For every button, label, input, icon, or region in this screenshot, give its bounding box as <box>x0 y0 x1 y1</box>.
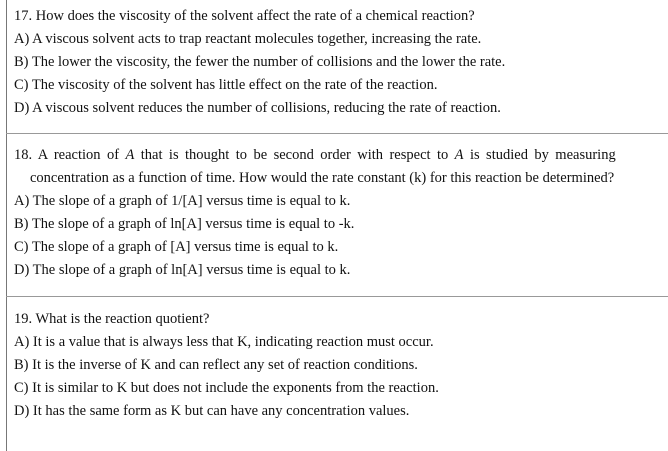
q18-stem-line2: concentration as a function of time. How would the rate constant (k) for this reaction be determined? <box>30 170 615 186</box>
q18-stem-text-b: that is thought to be second order with respect to <box>134 147 455 163</box>
q18-stem-text-c: is studied by measuring <box>463 147 616 163</box>
q17-option-a: A) A viscous solvent acts to trap reactant molecules together, increasing the rate. <box>14 31 482 47</box>
q17-option-c: C) The viscosity of the solvent has little effect on the rate of the reaction. <box>14 77 438 93</box>
question-divider <box>6 296 668 297</box>
q17-option-d: D) A viscous solvent reduces the number of collisions, reducing the rate of reaction. <box>14 100 501 116</box>
q19-option-d: D) It has the same form as K but can have any concentration values. <box>14 403 410 419</box>
q18-stem-line1 <box>14 146 616 164</box>
q19-option-c: C) It is similar to K but does not include the exponents from the reaction. <box>14 380 439 396</box>
q17-option-b: B) The lower the viscosity, the fewer the number of collisions and the lower the rate. <box>14 54 506 70</box>
q19-stem: 19. What is the reaction quotient? <box>14 311 210 327</box>
q18-stem-text-a: 18. A reaction of <box>14 147 126 163</box>
q18-option-a: A) The slope of a graph of 1/[A] versus time is equal to k. <box>14 193 351 209</box>
q19-option-a: A) It is a value that is always less that K, indicating reaction must occur. <box>14 334 434 350</box>
q18-option-b: B) The slope of a graph of ln[A] versus time is equal to -k. <box>14 216 355 232</box>
q18-option-d: D) The slope of a graph of ln[A] versus time is equal to k. <box>14 262 351 278</box>
q18-variable-a-2: A <box>454 147 464 163</box>
q17-stem: 17. How does the viscosity of the solvent affect the rate of a chemical reaction? <box>14 8 475 24</box>
left-border-line <box>6 0 7 451</box>
q19-option-b: B) It is the inverse of K and can reflect any set of reaction conditions. <box>14 357 418 373</box>
question-divider <box>6 133 668 134</box>
q18-variable-a: A <box>125 147 135 163</box>
q18-option-c: C) The slope of a graph of [A] versus time is equal to k. <box>14 239 339 255</box>
